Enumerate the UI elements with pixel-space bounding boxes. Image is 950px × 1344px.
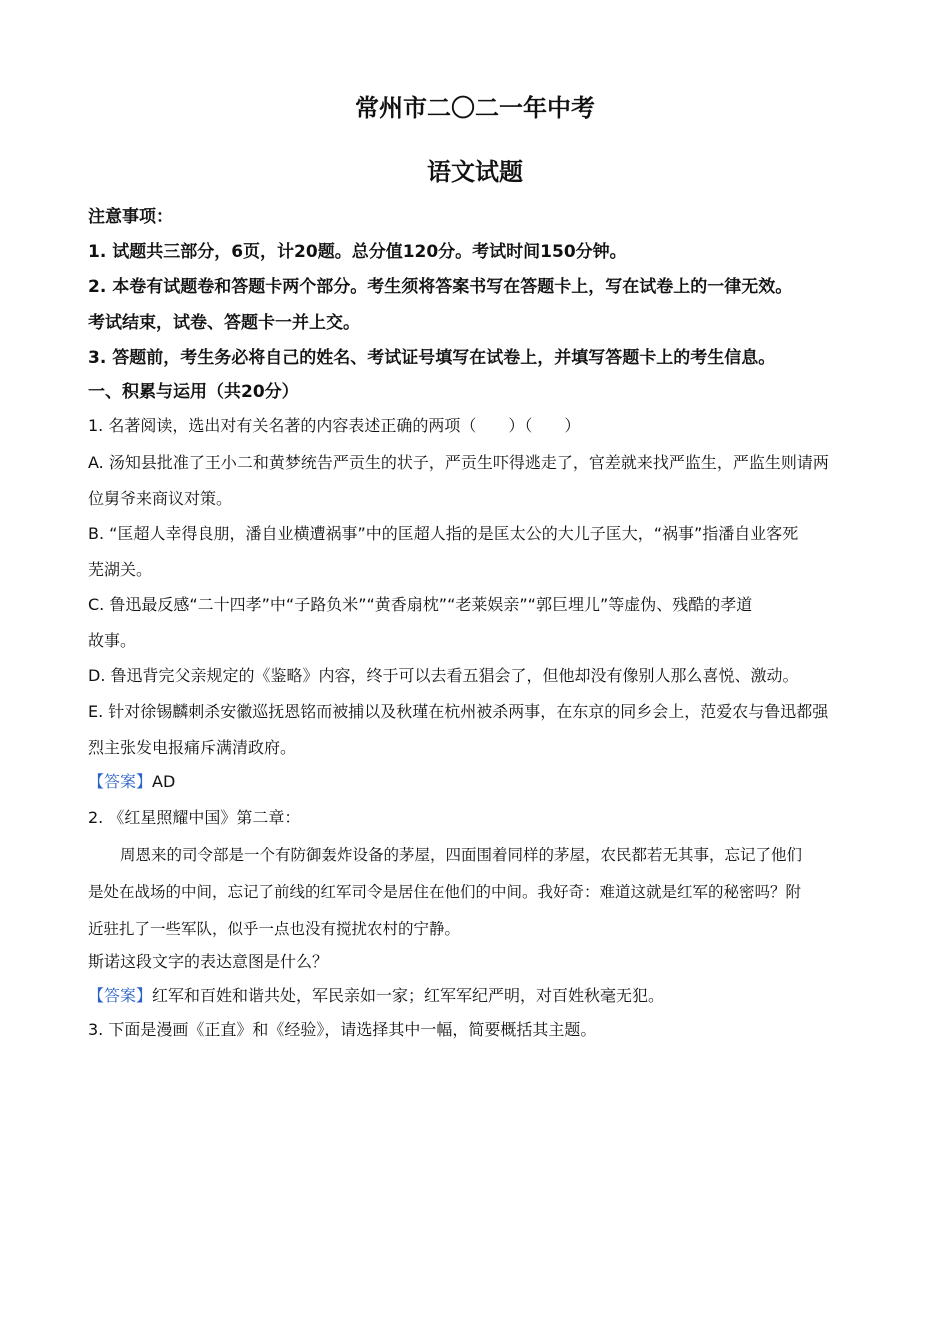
answer-tag: 【答案】	[88, 772, 153, 791]
option-e: E. 针对徐锡麟刺杀安徽巡抚恩铭而被捕以及秋瑾在杭州被杀两事，在东京的同乡会上，范爱农与鲁迅都强	[88, 702, 829, 721]
option-b-cont: 芜湖关。	[88, 560, 153, 579]
option-a: A. 汤知县批准了王小二和黄梦统告严贡生的状子，严贡生吓得逃走了，官差就来找严监生，严监生则请两	[88, 453, 829, 472]
notice-item-1: 1. 试题共三部分，6页，计20题。总分值120分。考试时间150分钟。	[88, 242, 627, 262]
question-2-prompt: 斯诺这段文字的表达意图是什么？	[88, 952, 329, 971]
exam-title: 常州市二〇二一年中考	[355, 93, 595, 122]
option-e-cont: 烈主张发电报痛斥满清政府。	[88, 738, 297, 757]
option-d: D. 鲁迅背完父亲规定的《鉴略》内容，终于可以去看五猖会了，但他却没有像别人那么喜悦、激动。	[88, 666, 799, 685]
notice-item-2: 2. 本卷有试题卷和答题卡两个部分。考生须将答案书写在答题卡上，写在试卷上的一律无效。	[88, 277, 793, 297]
question-1-stem: 1. 名著阅读，选出对有关名著的内容表述正确的两项（ ）（ ）	[88, 416, 581, 435]
option-c: C. 鲁迅最反感“二十四孝”中“子路负米”“黄香扇枕”“老莱娱亲”“郭巨埋儿”等虚伪、残酷的孝道	[88, 595, 753, 614]
question-2-stem: 2. 《红星照耀中国》第二章：	[88, 808, 301, 827]
answer-text: AD	[152, 772, 176, 791]
answer-tag: 【答案】	[88, 986, 153, 1005]
option-c-cont: 故事。	[88, 631, 137, 650]
option-b: B. “匡超人幸得良朋，潘自业横遭祸事”中的匡超人指的是匡太公的大儿子匡大，“祸事”指潘自业客死	[88, 524, 799, 543]
question-2-answer	[88, 985, 868, 1007]
answer-text: 红军和百姓和谐共处，军民亲如一家；红军军纪严明，对百姓秋毫无犯。	[152, 986, 665, 1005]
quote-line-1: 周恩来的司令部是一个有防御轰炸设备的茅屋，四面围着同样的茅屋，农民都若无其事，忘记了他们	[120, 846, 803, 864]
option-a-cont: 位舅爷来商议对策。	[88, 489, 233, 508]
notice-item-3: 3. 答题前，考生务必将自己的姓名、考试证号填写在试卷上，并填写答题卡上的考生信息。	[88, 348, 776, 368]
notice-heading: 注意事项：	[88, 207, 173, 227]
notice-item-2-cont: 考试结束，试卷、答题卡一并上交。	[88, 313, 360, 333]
exam-subtitle: 语文试题	[427, 157, 523, 186]
quote-line-3: 近驻扎了一些军队，似乎一点也没有搅扰农村的宁静。	[88, 920, 461, 938]
section-heading: 一、积累与运用（共20分）	[88, 382, 299, 402]
question-1-answer	[88, 771, 868, 793]
quote-line-2: 是处在战场的中间，忘记了前线的红军司令是居住在他们的中间。我好奇：难道这就是红军的秘密吗？附	[88, 883, 802, 901]
question-3-stem: 3. 下面是漫画《正直》和《经验》，请选择其中一幅，简要概括其主题。	[88, 1020, 597, 1039]
